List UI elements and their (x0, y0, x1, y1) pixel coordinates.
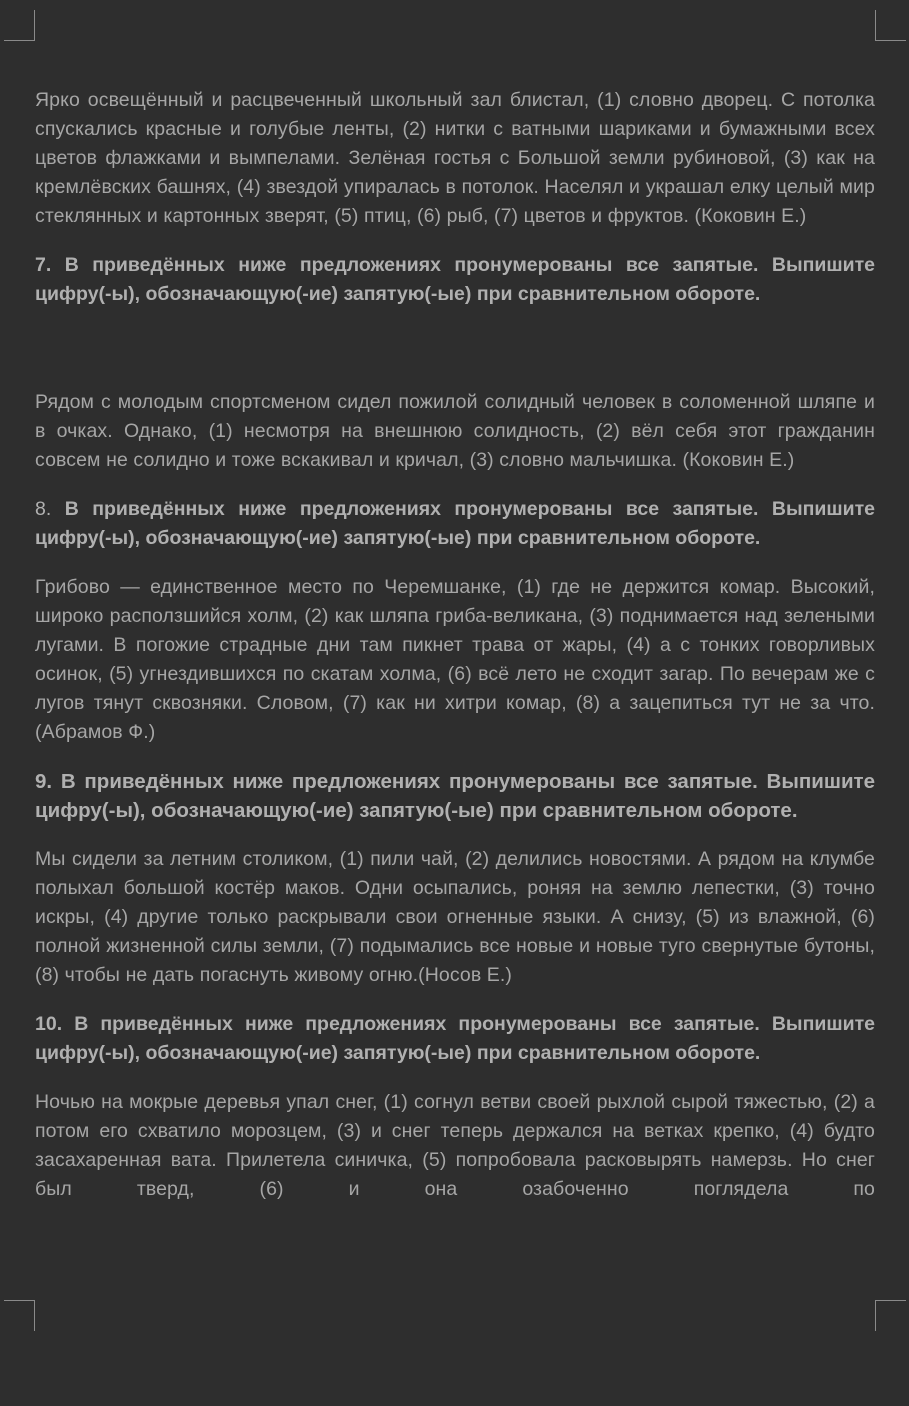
task-8 (35, 495, 875, 553)
task-8-number: 8. (35, 498, 52, 520)
task-10 (35, 1010, 875, 1068)
task-9-number: 9. (35, 770, 53, 793)
passage-3: Грибово — единственное место по Черемшанке, (1) где не держится комар. Высокий, широко расползшийся холм, (2) как шляпа гриба-великана, (3) поднимается над зелеными лугами. В погожие страдные дни там пикнет трава от жары, (4) а с тонких говорливых осинок, (5) угнездившихся по скатам холма, (6) всё лето не сходит загар. По вечерам же с лугов тянут сквозняки. Словом, (7) как ни хитри комар, (8) а зацепиться тут не за что. (Абрамов Ф.) (35, 576, 875, 743)
passage-4: Мы сидели за летним столиком, (1) пили чай, (2) делились новостями. А рядом на клумбе полыхал большой костёр маков. Одни осыпались, роняя на землю лепестки, (3) точно искры, (4) другие только раскрывали свои огненные языки. А снизу, (5) из влажной, (6) полной жизненной силы земли, (7) подымались все новые и новые туго свернутые бутоны, (8) чтобы не дать погаснуть живому огню.(Носов Е.) (35, 848, 875, 986)
passage-1: Ярко освещённый и расцвеченный школьный зал блистал, (1) словно дворец. С потолка спускались красные и голубые ленты, (2) нитки с ватными шариками и бумажными всех цветов флажками и вымпелами. Зелёная гостья с Большой земли рубиновой, (3) как на кремлёвских башнях, (4) звездой упиралась в потолок. Населял и украшал елку целый мир стеклянных и картонных зверят, (5) птиц, (6) рыб, (7) цветов и фруктов. (Коковин Е.) (35, 89, 875, 227)
task-9-text: В приведённых ниже предложениях пронумерованы все запятые. Выпишите цифру(-ы), обозначающую(-ие) запятую(-ые) при сравнительном обороте. (35, 770, 875, 822)
crop-mark-bottom-right (875, 1300, 906, 1331)
task-7 (35, 251, 875, 309)
task-7-text: В приведённых ниже предложениях пронумерованы все запятые. Выпишите цифру(-ы), обозначающую(-ие) запятую(-ые) при сравнительном обороте. (35, 254, 875, 305)
crop-mark-top-left (4, 10, 35, 41)
task-10-text: В приведённых ниже предложениях пронумерованы все запятые. Выпишите цифру(-ы), обозначающую(-ие) запятую(-ые) при сравнительном обороте. (35, 1013, 875, 1064)
task-9 (35, 767, 875, 825)
passage-5: Ночью на мокрые деревья упал снег, (1) согнул ветви своей рыхлой сырой тяжестью, (2) а потом его схватило морозцем, (3) и снег теперь держался на ветках крепко, (4) будто засахаренная вата. Прилетела синичка, (5) попробовала расковырять намерзь. Но снег был тверд, (6) и она озабоченно поглядела по (35, 1091, 875, 1200)
task-10-number: 10. (35, 1013, 63, 1035)
crop-mark-top-right (875, 10, 906, 41)
crop-mark-bottom-left (4, 1300, 35, 1331)
document-page (35, 86, 875, 1204)
task-8-text: В приведённых ниже предложениях пронумерованы все запятые. Выпишите цифру(-ы), обозначающую(-ие) запятую(-ые) при сравнительном обороте. (35, 498, 875, 549)
task-7-number: 7. (35, 254, 52, 276)
passage-2: Рядом с молодым спортсменом сидел пожилой солидный человек в соломенной шляпе и в очках. Однако, (1) несмотря на внешнюю солидность, (2) вёл себя этот гражданин совсем не солидно и тоже вскакивал и кричал, (3) словно мальчишка. (Коковин Е.) (35, 391, 875, 471)
